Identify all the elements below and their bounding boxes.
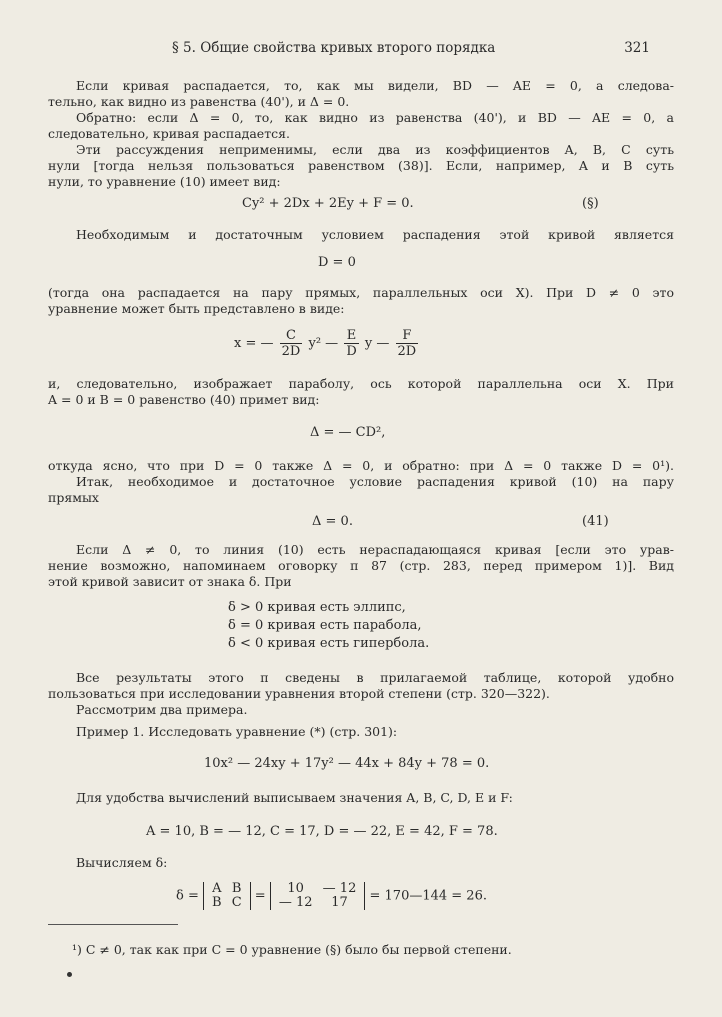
equation: Δ = — CD², [310, 425, 386, 440]
denominator: 2D [281, 344, 301, 359]
text-line: Для удобства вычислений выписываем значения A, B, C, D, E и F: [76, 790, 513, 805]
equation: D = 0 [318, 255, 356, 270]
text-line: этой кривой зависит от знака δ. При [48, 574, 292, 589]
fraction [396, 328, 419, 359]
print-speck [67, 972, 72, 977]
equation-part: = 170—144 = 26. [369, 888, 487, 904]
text-line: Обратно: если Δ = 0, то, как видно из равенства (40'), и BD — AE = 0, а [76, 110, 674, 125]
example-heading: Пример 1. Исследовать уравнение (*) (стр. 301): [76, 724, 398, 739]
equation: Cy² + 2Dx + 2Ey + F = 0. [242, 196, 414, 211]
text-line: Если Δ ≠ 0, то линия (10) есть нераспадающаяся кривая [если это урав- [76, 542, 674, 557]
matrix-cell: 17 [331, 895, 348, 910]
equation-part: y — [364, 336, 390, 351]
text-line: Итак, необходимое и достаточное условие распадения кривой (10) на пару [76, 474, 674, 489]
equation-tag: (41) [582, 514, 609, 529]
matrix-cell: B [231, 881, 242, 896]
text-line: Если кривая распадается, то, как мы видели, BD — AE = 0, а следова- [76, 78, 674, 93]
text-line: уравнение может быть представлено в виде: [48, 301, 345, 316]
text-line: A = 0 и B = 0 равенство (40) примет вид: [48, 392, 320, 407]
matrix-cell: — 12 [322, 881, 357, 896]
equation: Δ = 0. [312, 514, 353, 529]
equation-part: x = — [234, 336, 274, 351]
text-line: (тогда она распадается на пару прямых, параллельных оси X). При D ≠ 0 это [48, 285, 674, 300]
equation-part: δ = [176, 888, 199, 904]
equation: A = 10, B = — 12, C = 17, D = — 22, E = 42, F = 78. [146, 824, 498, 839]
running-header [60, 40, 660, 60]
text-line: Эти рассуждения неприменимы, если два из коэффициентов A, B, C суть [76, 142, 674, 157]
section-title: § 5. Общие свойства кривых второго порядка [172, 40, 496, 56]
fraction [280, 328, 303, 359]
determinant-equation [176, 882, 487, 910]
footnote: ¹) C ≠ 0, так как при C = 0 уравнение (§) было бы первой степени. [72, 942, 512, 957]
matrix-cell: — 12 [278, 895, 313, 910]
fraction [344, 328, 358, 359]
case-parabola: δ = 0 кривая есть парабола, [228, 618, 422, 633]
matrix-cell: A [212, 881, 222, 896]
page-number: 321 [624, 40, 650, 56]
denominator: 2D [397, 344, 417, 359]
determinant-symbolic [203, 882, 251, 910]
text-line: прямых [48, 490, 99, 505]
numerator: C [280, 328, 303, 344]
text-line: тельно, как видно из равенства (40'), и Δ = 0. [48, 94, 350, 109]
matrix-cell: 10 [287, 881, 304, 896]
text-line: пользоваться при исследовании уравнения второй степени (стр. 320—322). [48, 686, 550, 701]
equation-part: = [254, 888, 266, 904]
case-hyperbola: δ < 0 кривая есть гипербола. [228, 636, 430, 651]
equation-part: y² — [308, 336, 339, 351]
text-line: нули [тогда нельзя пользоваться равенством (38)]. Если, например, A и B суть [48, 158, 674, 173]
denominator: D [346, 344, 357, 359]
matrix-cell: C [231, 895, 242, 910]
footnote-rule [48, 924, 178, 925]
equation: 10x² — 24xy + 17y² — 44x + 84y + 78 = 0. [204, 756, 490, 771]
text-line: и, следовательно, изображает параболу, ось которой параллельна оси X. При [48, 376, 674, 391]
text-line: следовательно, кривая распадается. [48, 126, 290, 141]
text-line: Необходимым и достаточным условием распадения этой кривой является [76, 227, 674, 242]
text-line: Вычисляем δ: [76, 855, 168, 870]
text-line: нули, то уравнение (10) имеет вид: [48, 174, 281, 189]
numerator: E [344, 328, 358, 344]
text-line: Все результаты этого п сведены в прилагаемой таблице, которой удобно [76, 670, 674, 685]
numerator: F [396, 328, 419, 344]
determinant-numeric [270, 882, 366, 910]
equation-parabola [234, 328, 420, 359]
text-line: откуда ясно, что при D = 0 также Δ = 0, и обратно: при Δ = 0 также D = 0¹). [48, 458, 674, 473]
equation-tag: (§) [582, 196, 599, 211]
text-line: Рассмотрим два примера. [76, 702, 248, 717]
case-ellipse: δ > 0 кривая есть эллипс, [228, 600, 406, 615]
text-line: нение возможно, напоминаем оговорку п 87 (стр. 283, перед примером 1)]. Вид [48, 558, 674, 573]
matrix-cell: B [212, 895, 222, 910]
